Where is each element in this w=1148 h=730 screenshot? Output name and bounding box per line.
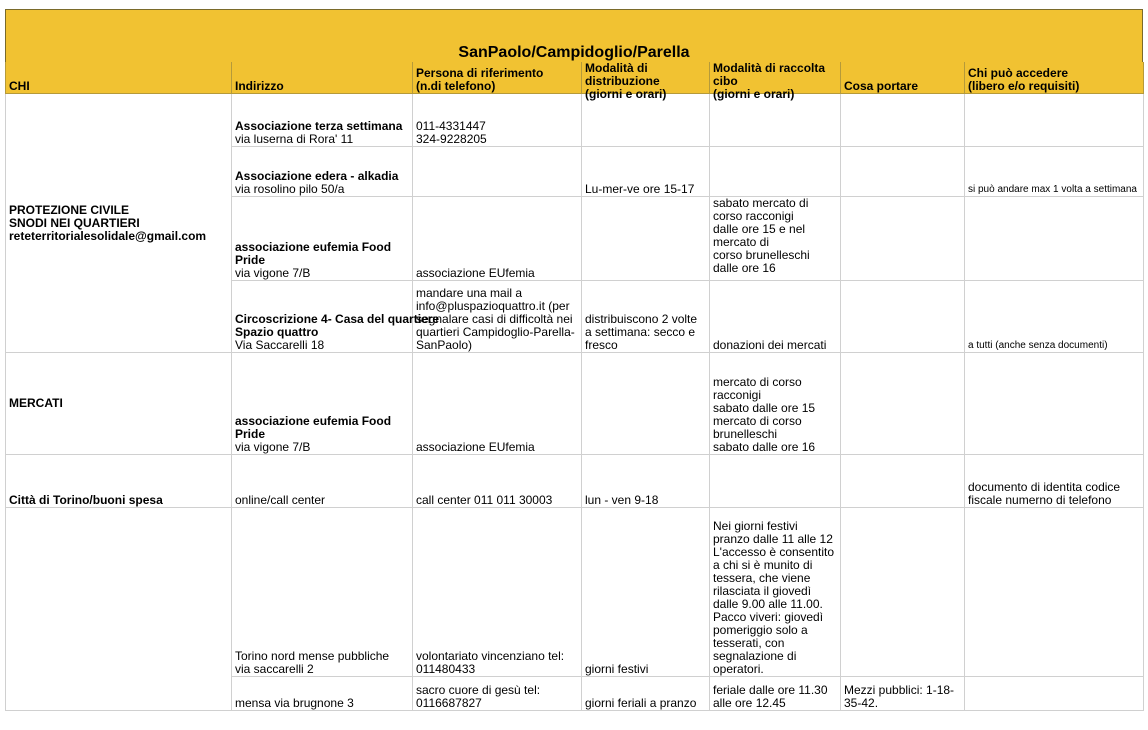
header-cosa-portare: Cosa portare [841, 62, 965, 94]
row4-collection: donazioni dei mercati [710, 281, 841, 353]
header-row [6, 62, 1144, 94]
row5-distribution [582, 353, 710, 455]
header-distribuzione: Modalità di distribuzione (giorni e orari) [582, 62, 710, 94]
group-mercati: MERCATI [6, 353, 232, 455]
title-bar [5, 9, 1143, 62]
table-row [6, 455, 1144, 508]
row5-contact: associazione EUfemia [413, 353, 582, 455]
row2-access: si può andare max 1 volta a settimana [965, 147, 1144, 197]
row7-collection: Nei giorni festivi pranzo dalle 11 alle 12 L'accesso è consentito a chi si è munito di tessera, che viene rilasciata il giovedì dalle 9.00 alle 11.00. Pacco viveri: giovedì pomeriggio solo a tesserati, con segnalazione di operatori. [710, 508, 841, 677]
row4-access: a tutti (anche senza documenti) [965, 281, 1144, 353]
row5-access [965, 353, 1144, 455]
row8-collection: feriale dalle ore 11.30 alle ore 12.45 [710, 677, 841, 711]
header-chi-accedere: Chi può accedere (libero e/o requisiti) [965, 62, 1144, 94]
row4-name-address [232, 281, 440, 353]
row3-distribution [582, 197, 710, 281]
row6-collection [710, 455, 841, 508]
header-persona: Persona di riferimento (n.di telefono) [413, 62, 582, 94]
row7-bring [841, 508, 965, 677]
row1-distribution [582, 94, 710, 147]
group-empty [6, 508, 232, 711]
row3-address: via vigone 7/B [235, 266, 311, 280]
header-chi: CHI [6, 62, 232, 94]
row2-distribution: Lu-mer-ve ore 15-17 [582, 147, 710, 197]
table-row [6, 353, 1144, 455]
spreadsheet [5, 9, 1143, 730]
row1-name: Associazione terza settimana [235, 119, 403, 133]
group-citta-torino: Città di Torino/buoni spesa [6, 455, 232, 508]
row8-bring: Mezzi pubblici: 1-18- 35-42. [841, 677, 965, 711]
row6-bring [841, 455, 965, 508]
row1-contact: 011-4331447 324-9228205 [413, 94, 582, 147]
row4-bring [841, 281, 965, 353]
row1-address: via luserna di Rora' 11 [235, 132, 354, 146]
row4-name: Circoscrizione 4- Casa del quartiere [235, 312, 440, 326]
row2-contact [413, 147, 582, 197]
row5-name: associazione eufemia Food Pride [235, 414, 392, 441]
row4-distribution: distribuiscono 2 volte a settimana: secco e fresco [582, 281, 710, 353]
row6-contact: call center 011 011 30003 [413, 455, 582, 508]
row1-collection [710, 94, 841, 147]
row1-access [965, 94, 1144, 147]
row6-address: online/call center [232, 455, 413, 508]
row7-contact: volontariato vincenziano tel: 011480433 [413, 508, 582, 677]
resource-table [5, 62, 1144, 711]
row8-access [965, 677, 1144, 711]
row6-access: documento di identita codice fiscale numerno di telefono [965, 455, 1144, 508]
row2-bring [841, 147, 965, 197]
row5-collection: mercato di corso racconigi sabato dalle ore 15 mercato di corso brunelleschi sabato dalle ore 16 [710, 353, 841, 455]
row1-bring [841, 94, 965, 147]
row5-bring [841, 353, 965, 455]
row3-bring [841, 197, 965, 281]
row4-address: Via Saccarelli 18 [235, 338, 325, 352]
row7-access [965, 508, 1144, 677]
row5-address: via vigone 7/B [235, 440, 311, 454]
header-raccolta: Modalità di raccolta cibo (giorni e orari) [710, 62, 841, 94]
row3-name: associazione eufemia Food Pride [235, 240, 392, 267]
table-row [6, 508, 1144, 677]
row2-address: via rosolino pilo 50/a [235, 182, 345, 196]
row3-access [965, 197, 1144, 281]
group-protezione-civile: PROTEZIONE CIVILE SNODI NEI QUARTIERI reteterritorialesolidale@gmail.com [6, 94, 232, 353]
row3-contact: associazione EUfemia [413, 197, 582, 281]
row2-collection [710, 147, 841, 197]
row8-distribution: giorni feriali a pranzo [582, 677, 710, 711]
row4-name2: Spazio quattro [235, 325, 319, 339]
header-indirizzo: Indirizzo [232, 62, 413, 94]
row4-contact: mandare una mail a info@pluspazioquattro.it (per segnalare casi di difficoltà nei quartieri Campidoglio-Parella- SanPaolo) [413, 281, 582, 353]
row8-contact: sacro cuore di gesù tel: 0116687827 [413, 677, 582, 711]
row3-name-address [232, 197, 413, 281]
row2-name-address [232, 147, 413, 197]
row7-distribution: giorni festivi [582, 508, 710, 677]
row1-name-address [232, 94, 413, 147]
row8-address: mensa via brugnone 3 [232, 677, 413, 711]
row3-collection: sabato mercato di corso racconigi dalle ore 15 e nel mercato di corso brunelleschi dalle ore 16 [710, 197, 841, 281]
row7-address: Torino nord mense pubbliche via saccarelli 2 [232, 508, 413, 677]
row2-name: Associazione edera - alkadia [235, 169, 399, 183]
row5-name-address [232, 353, 413, 455]
row6-distribution: lun - ven 9-18 [582, 455, 710, 508]
sheet-title: SanPaolo/Campidoglio/Parella [458, 44, 690, 61]
table-row [6, 94, 1144, 147]
